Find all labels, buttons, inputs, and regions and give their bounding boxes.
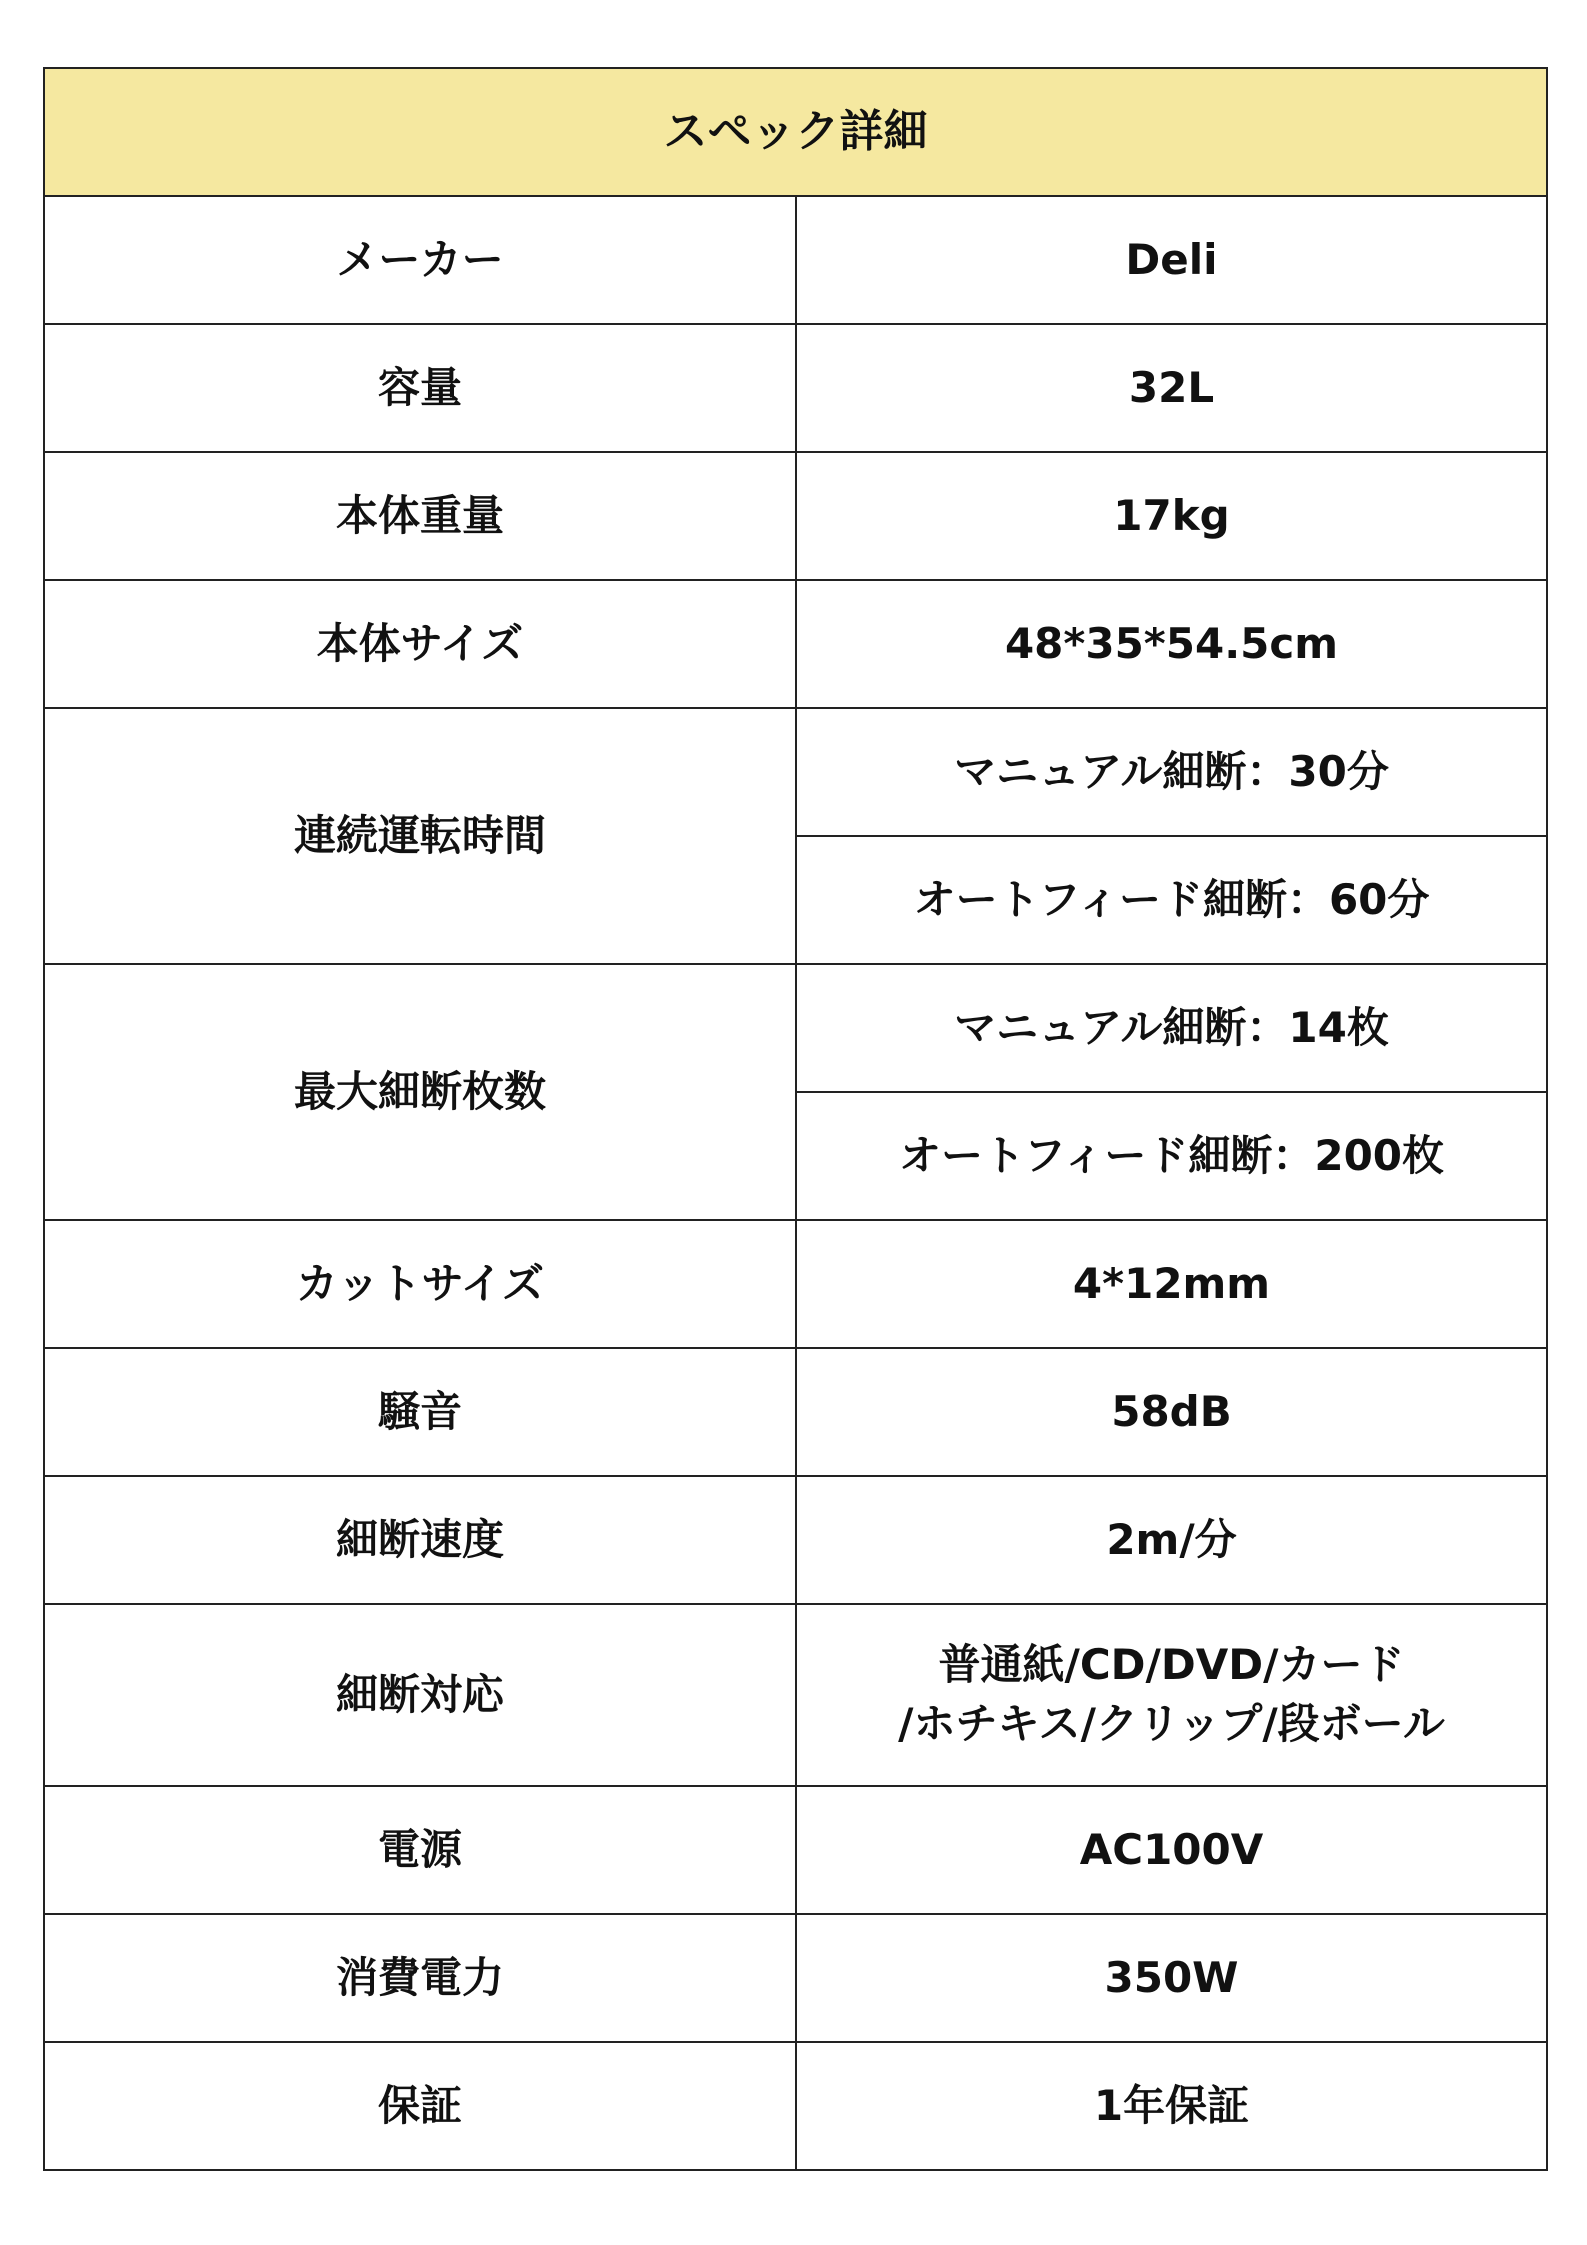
row-value: 350W	[796, 1914, 1547, 2042]
table-row-speed	[44, 1476, 1547, 1604]
table-title: スペック詳細	[44, 68, 1547, 196]
row-label: 本体サイズ	[44, 580, 796, 708]
table-row-maker	[44, 196, 1547, 324]
row-value: 17kg	[796, 452, 1547, 580]
table-row-cut-size	[44, 1220, 1547, 1348]
row-value: マニュアル細断：14枚	[796, 964, 1547, 1092]
row-label: 保証	[44, 2042, 796, 2170]
row-value: マニュアル細断：30分	[796, 708, 1547, 836]
row-label: 細断対応	[44, 1604, 796, 1786]
row-label: 消費電力	[44, 1914, 796, 2042]
value-line: 普通紙/CD/DVD/カード	[938, 1640, 1405, 1690]
value-line: /ホチキス/クリップ/段ボール	[898, 1699, 1445, 1748]
row-label: カットサイズ	[44, 1220, 796, 1348]
row-value: 4*12mm	[796, 1220, 1547, 1348]
row-value: AC100V	[796, 1786, 1547, 1914]
row-label: 騒音	[44, 1348, 796, 1476]
row-label: 容量	[44, 324, 796, 452]
row-value: Deli	[796, 196, 1547, 324]
row-value: 58dB	[796, 1348, 1547, 1476]
table-row-weight	[44, 452, 1547, 580]
table-row-runtime-manual	[44, 708, 1547, 836]
row-value: 2m/分	[796, 1476, 1547, 1604]
row-value: オートフィード細断：200枚	[796, 1092, 1547, 1220]
table-row-power-consumption	[44, 1914, 1547, 2042]
table-row-warranty	[44, 2042, 1547, 2170]
row-value: 32L	[796, 324, 1547, 452]
table-row-power-source	[44, 1786, 1547, 1914]
row-label: 電源	[44, 1786, 796, 1914]
spec-table	[43, 67, 1548, 2171]
row-value: 1年保証	[796, 2042, 1547, 2170]
row-label: 本体重量	[44, 452, 796, 580]
row-value: オートフィード細断：60分	[796, 836, 1547, 964]
table-row-size	[44, 580, 1547, 708]
table-row-max-sheets-manual	[44, 964, 1547, 1092]
row-value	[796, 1604, 1547, 1786]
table-row-supported	[44, 1604, 1547, 1786]
table-row-noise	[44, 1348, 1547, 1476]
row-label: メーカー	[44, 196, 796, 324]
row-value: 48*35*54.5cm	[796, 580, 1547, 708]
row-label: 連続運転時間	[44, 708, 796, 964]
table-row-capacity	[44, 324, 1547, 452]
row-label: 細断速度	[44, 1476, 796, 1604]
row-label: 最大細断枚数	[44, 964, 796, 1220]
title-row	[44, 68, 1547, 196]
